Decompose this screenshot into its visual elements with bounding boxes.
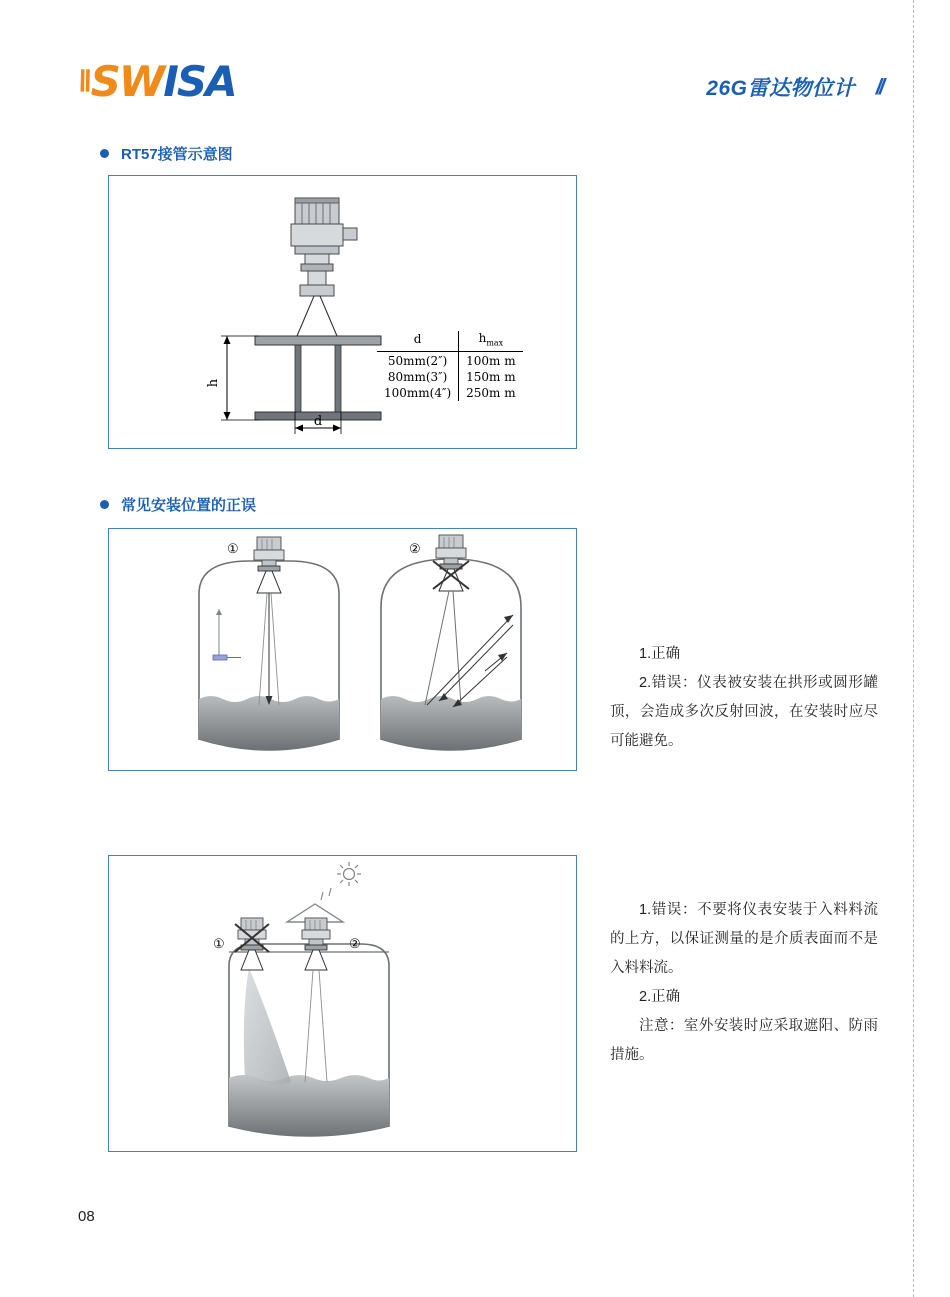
table-header-d: d [377, 331, 459, 351]
document-title: 26G雷达物位计 [706, 77, 855, 100]
marker-1-left: ① [227, 542, 239, 557]
table-row [377, 386, 523, 402]
table-row [377, 370, 523, 386]
brand-logo [74, 52, 236, 112]
figure-tank-mounting-diagram [108, 528, 577, 771]
section-heading-install [100, 494, 256, 515]
table-header-hmax-main: h [478, 331, 487, 345]
section-heading-label: 常见安装位置的正误 [121, 497, 257, 514]
section-heading-rt57 [100, 143, 233, 164]
page-edge-dashed-rule [913, 0, 914, 1297]
bullet-icon [100, 149, 109, 158]
cell-d: 50mm(2″) [377, 351, 459, 369]
note-line: 1.正确 [639, 646, 681, 662]
logo-wordmark-isa: ISA [163, 57, 236, 106]
inlet-stream-svg [109, 856, 576, 1151]
bullet-icon [100, 500, 109, 509]
cell-h: 250m m [466, 385, 516, 400]
notes-inlet-stream [610, 896, 878, 1070]
marker-2-right: ② [349, 937, 361, 952]
logo-wordmark [90, 57, 236, 106]
logo-wordmark-sw: SW [90, 57, 164, 106]
table-header-row [377, 331, 523, 351]
table-header-hmax-sub: max [486, 338, 504, 348]
note-line: 2.错误：仪表被安装在拱形或圆形罐顶，会造成多次反射回波，在安装时应尽可能避免。 [610, 675, 878, 749]
note-line: 2.正确 [639, 989, 681, 1005]
cell-h: 100m m [466, 353, 516, 368]
marker-1-left: ① [213, 937, 225, 952]
cell-h: 150m m [466, 369, 516, 384]
marker-2-right: ② [409, 542, 421, 557]
cell-d: 80mm(3″) [377, 370, 459, 386]
figure-inlet-stream-diagram [108, 855, 577, 1152]
nozzle-dimension-table [377, 331, 523, 401]
table-row [377, 351, 523, 369]
section-heading-label: RT57接管示意图 [121, 146, 233, 163]
title-slash-mark: // [875, 74, 882, 99]
cell-d: 100mm(4″) [377, 386, 459, 402]
page-number: 08 [78, 1208, 95, 1225]
page-header [0, 52, 950, 114]
logo-slash-mark: \\ [74, 65, 93, 98]
dimension-label-h: h [206, 378, 221, 388]
notes-tank-mounting [610, 640, 878, 756]
dimension-label-d: d [313, 414, 323, 429]
tank-mounting-svg [109, 529, 576, 770]
figure-rt57-nozzle-diagram [108, 175, 577, 449]
note-line: 注意：室外安装时应采取遮阳、防雨措施。 [610, 1018, 878, 1063]
note-line: 1.错误：不要将仪表安装于入料料流的上方，以保证测量的是介质表面而不是入料料流。 [610, 902, 878, 976]
rt57-diagram-svg [109, 176, 576, 448]
table-header-hmax [459, 331, 523, 351]
